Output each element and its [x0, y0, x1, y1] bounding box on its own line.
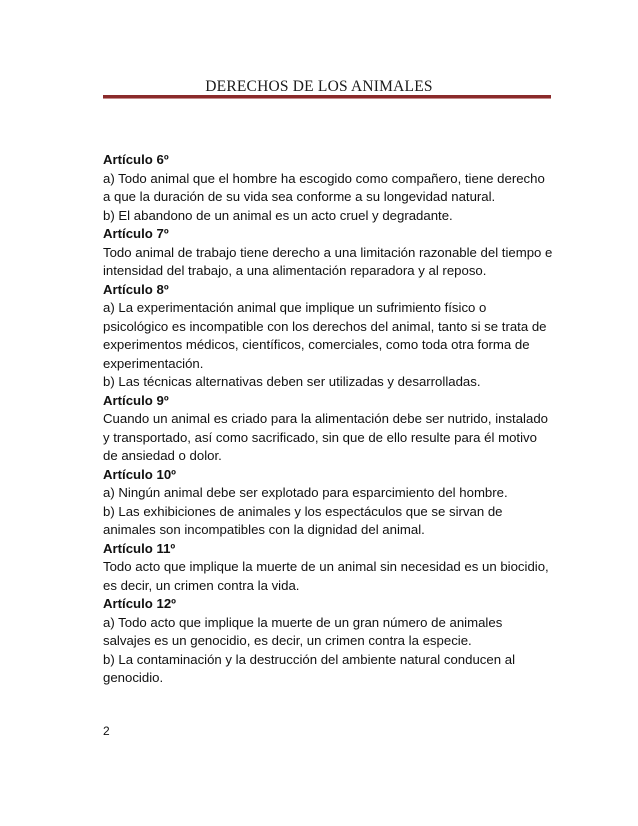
- article-6-heading: Artículo 6º: [103, 152, 169, 167]
- article-9-paragraph: Cuando un animal es criado para la alimentación debe ser nutrido, instalado y transportado, así como sacrificado, sin que de ello resulte para él motivo de ansiedad o dolor.: [103, 411, 548, 463]
- article-8-heading: Artículo 8º: [103, 281, 169, 297]
- article-10-heading: Artículo 10º: [103, 466, 176, 482]
- article-10-paragraph-a: a) Ningún animal debe ser explotado para esparcimiento del hombre.: [103, 485, 508, 500]
- article-8-paragraph-a: a) La experimentación animal que implique un sufrimiento físico o psicológico es incompatible con los derechos del animal, tanto si se trata de experimentos médicos, científicos, comerciales, como toda otra forma de experimentación.: [103, 300, 547, 371]
- article-12-paragraph-b: b) La contaminación y la destrucción del ambiente natural conducen al genocidio.: [103, 651, 515, 685]
- article-7-paragraph: Todo animal de trabajo tiene derecho a una limitación razonable del tiempo e intensidad del trabajo, a una alimentación reparadora y al reposo.: [103, 244, 553, 278]
- document-body: [103, 151, 553, 688]
- article-9-heading: Artículo 9º: [103, 392, 169, 408]
- header-rule: [103, 95, 551, 99]
- header-rule-thin: [103, 98, 551, 99]
- article-6-paragraph-b: b) El abandono de un animal es un acto cruel y degradante.: [103, 207, 453, 223]
- page-number: 2: [103, 724, 110, 738]
- article-11-heading: Artículo 11º: [103, 540, 176, 556]
- article-8-paragraph-b: b) Las técnicas alternativas deben ser utilizadas y desarrolladas.: [103, 374, 481, 389]
- article-10-paragraph-b: b) Las exhibiciones de animales y los espectáculos que se sirvan de animales son incompatibles con la dignidad del animal.: [103, 503, 503, 537]
- article-11-paragraph: Todo acto que implique la muerte de un animal sin necesidad es un biocidio, es decir, un crimen contra la vida.: [103, 559, 549, 593]
- article-7-heading: Artículo 7º: [103, 226, 169, 241]
- article-6-paragraph-a: a) Todo animal que el hombre ha escogido como compañero, tiene derecho a que la duración de su vida sea conforme a su longevidad natural.: [103, 170, 545, 204]
- page-title: DERECHOS DE LOS ANIMALES: [205, 78, 433, 95]
- article-12-paragraph-a: a) Todo acto que implique la muerte de un gran número de animales salvajes es un genocidio, es decir, un crimen contra la especie.: [103, 614, 503, 648]
- article-12-heading: Artículo 12º: [103, 596, 176, 611]
